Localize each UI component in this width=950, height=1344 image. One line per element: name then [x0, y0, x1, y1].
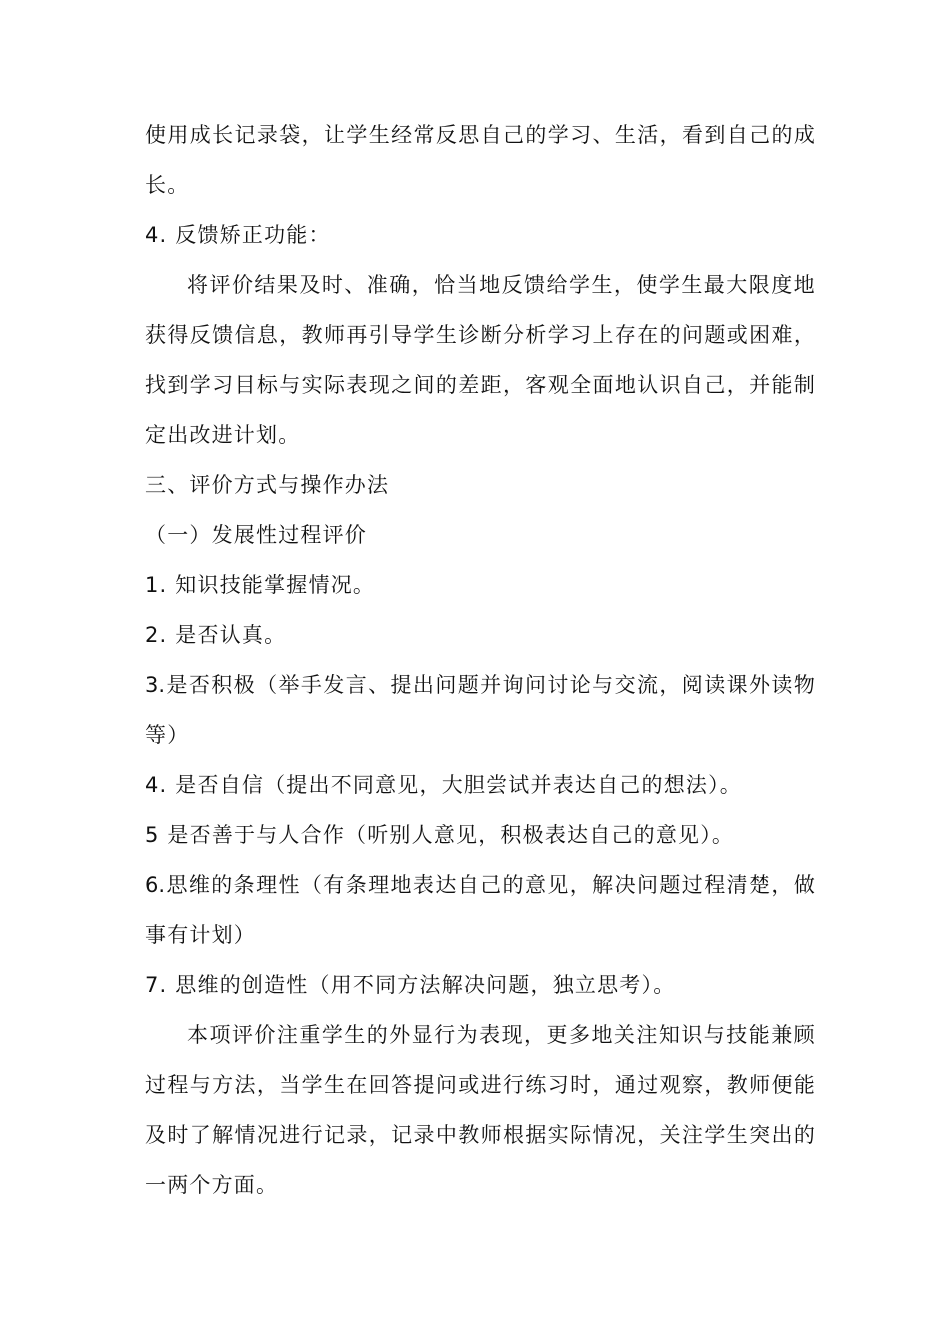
glyph: 全 [570, 373, 592, 397]
glyph: 诊 [458, 323, 480, 347]
glyph: 情 [234, 1123, 256, 1147]
glyph: ， [368, 1123, 390, 1147]
glyph: 外 [389, 1023, 411, 1047]
glyph: 做 [793, 873, 815, 897]
glyph: ， [659, 123, 681, 147]
glyph: 突 [749, 1123, 771, 1147]
paragraph-line [187, 1021, 815, 1049]
glyph: 题 [704, 323, 726, 347]
glyph: 当 [279, 1073, 301, 1097]
glyph: 将 [187, 273, 208, 297]
glyph: 习 [570, 323, 592, 347]
subsection-heading: （一）发展性过程评价 [145, 523, 367, 547]
glyph: 在 [346, 1073, 368, 1097]
glyph: 时 [570, 1073, 592, 1097]
glyph: 意 [524, 873, 546, 897]
glyph: 进 [480, 1073, 502, 1097]
glyph: 客 [525, 373, 547, 397]
glyph: 表 [479, 1023, 501, 1047]
paragraph-line [145, 321, 815, 349]
glyph: 题 [457, 673, 479, 697]
glyph: 识 [681, 1023, 703, 1047]
glyph: 清 [726, 873, 748, 897]
glyph: 己 [704, 373, 726, 397]
glyph: 距 [480, 373, 502, 397]
glyph: 际 [570, 1123, 592, 1147]
glyph: 现 [501, 1023, 523, 1047]
glyph: 现 [368, 373, 390, 397]
glyph: （ [300, 873, 322, 897]
glyph: ， [569, 873, 591, 897]
glyph: 有 [323, 873, 345, 897]
glyph: 的 [435, 373, 457, 397]
list-item [145, 871, 815, 899]
paragraph-line: 一两个方面。 [145, 1173, 279, 1197]
glyph: 生 [681, 273, 703, 297]
glyph: 兼 [771, 1023, 793, 1047]
list-item [145, 671, 815, 699]
glyph: 当 [456, 273, 478, 297]
glyph: 表 [412, 873, 434, 897]
glyph: 息 [256, 323, 278, 347]
glyph: 面 [592, 373, 614, 397]
glyph: 生 [324, 1073, 345, 1097]
glyph: ， [592, 1073, 614, 1097]
glyph: ， [279, 323, 301, 347]
glyph: 断 [480, 323, 502, 347]
paragraph-line [145, 1121, 815, 1149]
glyph: 导 [391, 323, 413, 347]
glyph: ， [659, 673, 681, 697]
glyph: 问 [435, 1073, 457, 1097]
list-item-continuation: 等） [145, 723, 190, 747]
glyph: 经 [391, 123, 413, 147]
glyph: 到 [167, 373, 189, 397]
glyph: 与 [703, 1023, 725, 1047]
glyph: 思 [458, 123, 480, 147]
glyph: 常 [413, 123, 435, 147]
glyph: 阅 [681, 673, 703, 697]
glyph: 发 [323, 673, 345, 697]
glyph: 让 [324, 123, 345, 147]
glyph: 思 [166, 873, 188, 897]
glyph: 注 [636, 1023, 658, 1047]
glyph: 项 [209, 1023, 231, 1047]
glyph: 生 [591, 273, 613, 297]
glyph: 行 [503, 1073, 524, 1097]
glyph: 问 [435, 673, 457, 697]
glyph: ， [771, 873, 793, 897]
glyph: 时 [167, 1123, 189, 1147]
glyph: 及 [145, 1123, 166, 1147]
glyph: 使 [145, 123, 166, 147]
glyph: 长 [212, 123, 234, 147]
paragraph-line: 长。 [145, 173, 190, 197]
glyph: 观 [659, 1073, 681, 1097]
glyph: 生 [614, 123, 636, 147]
glyph: 物 [793, 673, 815, 697]
glyph: 记 [324, 1123, 345, 1147]
glyph: ， [301, 123, 323, 147]
glyph: 察 [682, 1073, 703, 1097]
glyph: 时 [321, 273, 343, 297]
glyph: 地 [591, 1023, 613, 1047]
glyph: 差 [458, 373, 480, 397]
glyph: 观 [547, 373, 569, 397]
glyph: 能 [748, 1023, 770, 1047]
glyph: 评 [209, 273, 231, 297]
glyph: 课 [726, 673, 748, 697]
glyph: 决 [614, 873, 636, 897]
glyph: 技 [726, 1023, 748, 1047]
glyph: 生 [344, 1023, 366, 1047]
glyph: 通 [614, 1073, 636, 1097]
glyph: 生 [726, 1123, 748, 1147]
glyph: 注 [276, 1023, 298, 1047]
glyph: 自 [682, 373, 703, 397]
paragraph-line [145, 371, 815, 399]
glyph: 教 [458, 1123, 480, 1147]
glyph: 自 [457, 873, 479, 897]
glyph: 己 [503, 123, 524, 147]
glyph: 本 [187, 1023, 208, 1047]
glyph: 困 [749, 323, 771, 347]
glyph: 果 [276, 273, 298, 297]
glyph: 难 [771, 323, 793, 347]
glyph: 行 [301, 1123, 323, 1147]
glyph: 过 [681, 873, 703, 897]
glyph: 认 [637, 373, 659, 397]
glyph: 否 [188, 673, 210, 697]
glyph: 询 [502, 673, 524, 697]
glyph: ， [503, 373, 524, 397]
list-item: 7. 思维的创造性（用不同方法解决问题，独立思考）。 [145, 973, 676, 997]
glyph: 、 [368, 673, 390, 697]
glyph: 更 [546, 1023, 568, 1047]
glyph: 习 [570, 123, 592, 147]
glyph: 价 [254, 1023, 276, 1047]
glyph: 了 [189, 1123, 211, 1147]
glyph: 知 [658, 1023, 680, 1047]
glyph: 际 [324, 373, 345, 397]
glyph: 提 [390, 673, 412, 697]
glyph: 录 [346, 1123, 368, 1147]
glyph: 上 [592, 323, 614, 347]
glyph: 练 [525, 1073, 547, 1097]
glyph: 看 [682, 123, 703, 147]
glyph: 为 [456, 1023, 478, 1047]
glyph: 识 [659, 373, 681, 397]
glyph: 实 [301, 373, 323, 397]
glyph: 的 [502, 873, 524, 897]
glyph: 存 [614, 323, 636, 347]
glyph: 标 [256, 373, 278, 397]
glyph: 重 [299, 1023, 321, 1047]
glyph: 间 [413, 373, 435, 397]
glyph: 或 [458, 1073, 480, 1097]
glyph: 在 [637, 323, 659, 347]
glyph: 之 [391, 373, 413, 397]
section-heading: 三、评价方式与操作办法 [145, 473, 390, 497]
glyph: 袋 [279, 123, 301, 147]
glyph: 楚 [749, 873, 771, 897]
glyph: 成 [189, 123, 211, 147]
glyph: 程 [704, 873, 726, 897]
glyph: 况 [614, 1123, 636, 1147]
glyph: 进 [279, 1123, 301, 1147]
section-heading: 4. 反馈矫正功能： [145, 223, 331, 247]
glyph: 读 [704, 673, 726, 697]
glyph: 理 [368, 873, 390, 897]
glyph: 或 [726, 323, 748, 347]
paragraph-line: 定出改进计划。 [145, 423, 301, 447]
glyph: （ [256, 673, 278, 697]
paragraph-line [187, 271, 815, 299]
glyph: 准 [366, 273, 388, 297]
glyph: 教 [726, 1073, 748, 1097]
glyph: 外 [749, 673, 771, 697]
glyph: 习 [212, 373, 234, 397]
glyph: ， [726, 373, 748, 397]
glyph: 地 [479, 273, 501, 297]
glyph: 与 [592, 673, 614, 697]
glyph: ， [613, 273, 635, 297]
glyph: 便 [771, 1073, 793, 1097]
glyph: 据 [525, 1123, 547, 1147]
glyph: 关 [659, 1123, 681, 1147]
glyph: 极 [233, 673, 255, 697]
glyph: ， [637, 1123, 659, 1147]
glyph: 过 [145, 1073, 166, 1097]
glyph: 度 [771, 273, 793, 297]
glyph: 见 [547, 873, 569, 897]
glyph: 自 [480, 123, 502, 147]
glyph: 学 [704, 1123, 726, 1147]
glyph: 己 [749, 123, 771, 147]
glyph: 到 [704, 123, 726, 147]
glyph: 制 [793, 373, 815, 397]
glyph: 学 [658, 273, 680, 297]
glyph: 提 [413, 1073, 435, 1097]
glyph: 生 [368, 123, 390, 147]
glyph: 学 [568, 273, 590, 297]
glyph: 限 [748, 273, 770, 297]
glyph: 言 [345, 673, 367, 697]
glyph: 师 [749, 1073, 771, 1097]
glyph: 的 [771, 123, 793, 147]
glyph: 、 [344, 273, 366, 297]
glyph: 条 [345, 873, 367, 897]
list-item-continuation: 事有计划） [145, 923, 256, 947]
glyph: 反 [435, 123, 457, 147]
list-item: 2. 是否认真。 [145, 623, 287, 647]
glyph: 举 [278, 673, 300, 697]
glyph: 解 [212, 1123, 234, 1147]
glyph: ， [704, 1073, 726, 1097]
glyph: 馈 [524, 273, 546, 297]
glyph: 自 [726, 123, 748, 147]
glyph: 维 [188, 873, 210, 897]
paragraph-line [145, 121, 815, 149]
glyph: ， [411, 273, 433, 297]
glyph: 教 [301, 323, 323, 347]
glyph: 与 [279, 373, 301, 397]
glyph: 师 [480, 1123, 502, 1147]
glyph: 大 [726, 273, 748, 297]
glyph: 习 [547, 1073, 569, 1097]
glyph: 最 [703, 273, 725, 297]
glyph: 、 [592, 123, 614, 147]
glyph: ， [793, 323, 815, 347]
glyph: 答 [391, 1073, 413, 1097]
glyph: 中 [435, 1123, 457, 1147]
glyph: 用 [167, 123, 189, 147]
glyph: 录 [413, 1123, 435, 1147]
glyph: 信 [234, 323, 256, 347]
glyph: 及 [299, 273, 321, 297]
glyph: 的 [366, 1023, 388, 1047]
glyph: 评 [231, 1023, 253, 1047]
glyph: 反 [189, 323, 211, 347]
glyph: 论 [569, 673, 591, 697]
glyph: 生 [435, 323, 457, 347]
glyph: 再 [346, 323, 368, 347]
glyph: 使 [636, 273, 658, 297]
glyph: 表 [346, 373, 368, 397]
glyph: 根 [503, 1123, 524, 1147]
glyph: 达 [435, 873, 457, 897]
paragraph-line [145, 1071, 815, 1099]
glyph: 学 [346, 123, 368, 147]
glyph: 学 [547, 123, 569, 147]
glyph: 恰 [434, 273, 456, 297]
glyph: 成 [793, 123, 815, 147]
glyph: 问 [636, 873, 658, 897]
glyph: 的 [525, 123, 547, 147]
glyph: 过 [637, 1073, 659, 1097]
glyph: 学 [547, 323, 569, 347]
glyph: 找 [145, 373, 166, 397]
glyph: 行 [434, 1023, 456, 1047]
glyph: 关 [613, 1023, 635, 1047]
glyph: 顾 [793, 1023, 815, 1047]
glyph: 学 [301, 1073, 323, 1097]
glyph: 学 [413, 323, 435, 347]
glyph: 是 [166, 673, 188, 697]
glyph: 己 [480, 873, 502, 897]
glyph: 馈 [212, 323, 234, 347]
glyph: 的 [659, 323, 681, 347]
glyph: 并 [480, 673, 502, 697]
glyph: 录 [256, 123, 278, 147]
glyph: 地 [793, 273, 815, 297]
glyph: 问 [524, 673, 546, 697]
glyph: 实 [547, 1123, 569, 1147]
glyph: 活 [637, 123, 659, 147]
glyph: 讨 [547, 673, 569, 697]
glyph: 流 [636, 673, 658, 697]
glyph: 积 [211, 673, 233, 697]
glyph: 能 [771, 373, 793, 397]
glyph: 手 [300, 673, 322, 697]
glyph: 回 [368, 1073, 390, 1097]
glyph: 师 [324, 323, 345, 347]
glyph: 目 [234, 373, 256, 397]
glyph: 3. [145, 673, 166, 697]
glyph: 引 [368, 323, 390, 347]
glyph: 情 [592, 1123, 614, 1147]
glyph: 并 [749, 373, 771, 397]
glyph: 学 [321, 1023, 343, 1047]
glyph: 记 [234, 123, 256, 147]
glyph: 性 [278, 873, 300, 897]
glyph: 地 [390, 873, 412, 897]
glyph: 解 [592, 873, 614, 897]
glyph: 给 [546, 273, 568, 297]
glyph: 析 [525, 323, 547, 347]
glyph: 学 [189, 373, 211, 397]
glyph: 反 [501, 273, 523, 297]
glyph: 出 [412, 673, 434, 697]
glyph: 问 [682, 323, 703, 347]
glyph: 结 [254, 273, 276, 297]
glyph: 显 [411, 1023, 433, 1047]
glyph: 交 [614, 673, 636, 697]
glyph: 条 [233, 873, 255, 897]
glyph: 6. [145, 873, 166, 897]
glyph: 分 [503, 323, 524, 347]
glyph: 题 [659, 873, 681, 897]
glyph: 能 [793, 1073, 815, 1097]
glyph: 价 [231, 273, 253, 297]
glyph: 地 [614, 373, 636, 397]
glyph: 出 [771, 1123, 793, 1147]
glyph: 多 [568, 1023, 590, 1047]
glyph: ， [524, 1023, 546, 1047]
glyph: 法 [234, 1073, 256, 1097]
list-item: 4. 是否自信（提出不同意见，大胆尝试并表达自己的想法）。 [145, 773, 743, 797]
glyph: 记 [391, 1123, 413, 1147]
glyph: 程 [167, 1073, 189, 1097]
glyph: 得 [167, 323, 189, 347]
list-item: 1. 知识技能掌握情况。 [145, 573, 376, 597]
glyph: 获 [145, 323, 166, 347]
glyph: 的 [211, 873, 233, 897]
glyph: 的 [793, 1123, 815, 1147]
glyph: ， [256, 1073, 278, 1097]
glyph: 理 [256, 873, 278, 897]
list-item: 5 是否善于与人合作（听别人意见，积极表达自己的意见）。 [145, 823, 735, 847]
glyph: 况 [256, 1123, 278, 1147]
glyph: 读 [771, 673, 793, 697]
glyph: 确 [389, 273, 411, 297]
glyph: 注 [682, 1123, 703, 1147]
glyph: 方 [212, 1073, 234, 1097]
glyph: 与 [189, 1073, 211, 1097]
